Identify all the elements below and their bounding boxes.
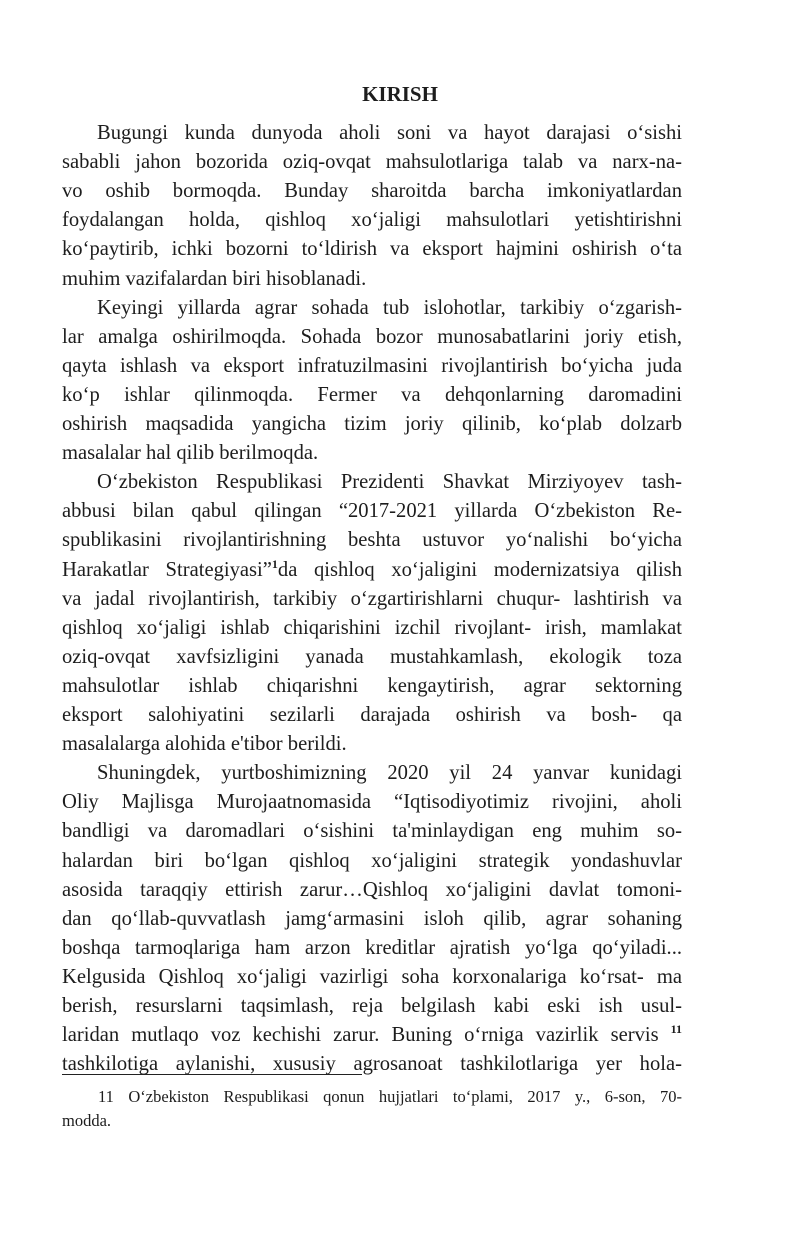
text-line xyxy=(62,585,682,614)
text-line xyxy=(62,556,682,585)
line-text-continued: da qishloq xo‘jaligini modernizatsiya qilish xyxy=(277,558,682,581)
footnote-divider xyxy=(62,1074,362,1075)
footnote-reference[interactable]: 11 xyxy=(670,1022,682,1037)
footnote-line: modda. xyxy=(62,1111,112,1130)
text-line xyxy=(62,876,682,905)
line-text: sababli jahon bozorida oziq-ovqat mahsulotlariga talab va narx-na- xyxy=(62,151,682,174)
text-line xyxy=(62,963,682,992)
line-text: lar amalga oshirilmoqda. Sohada bozor munosabatlarini joriy etish, xyxy=(62,325,682,348)
text-line xyxy=(62,1021,682,1050)
line-text: berish, resurslarni taqsimlash, reja belgilash kabi eski ish usul- xyxy=(62,995,682,1017)
line-text: ko‘paytirib, ichki bozorni to‘ldirish va eksport hajmini oshirish o‘ta xyxy=(62,238,682,261)
text-line xyxy=(62,206,682,235)
text-line xyxy=(62,148,682,177)
text-line xyxy=(62,439,682,468)
text-line xyxy=(62,526,682,555)
line-text: laridan mutlaqo voz kechishi zarur. Buning o‘rniga vazirlik servis xyxy=(62,1024,671,1047)
text-line xyxy=(62,817,682,846)
line-text: tashkilotiga aylanishi, xususiy agrosanoat tashkilotlariga yer hola- xyxy=(62,1053,682,1076)
text-line xyxy=(97,119,682,148)
line-text: abbusi bilan qabul qilingan “2017-2021 yillarda O‘zbekiston Re- xyxy=(62,500,682,523)
line-text: asosida taraqqiy ettirish zarur…Qishloq xo‘jaligini davlat tomoni- xyxy=(62,878,682,901)
line-text: muhim vazifalardan biri hisoblanadi. xyxy=(62,267,367,290)
line-text: Kelgusida Qishloq xo‘jaligi vazirligi soha korxonalariga ko‘rsat- ma xyxy=(62,965,682,988)
line-text: halardan biri bo‘lgan qishloq xo‘jaligini strategik yondashuvlar xyxy=(62,849,682,872)
text-line xyxy=(97,468,682,497)
text-line xyxy=(62,410,682,439)
line-text: mahsulotlar ishlab chiqarishni kengaytirish, agrar sektorning xyxy=(62,674,682,697)
line-text: bandligi va daromadlari o‘sishini ta'minlaydigan eng muhim so- xyxy=(62,820,682,843)
text-line xyxy=(62,235,682,264)
line-text: Oliy Majlisga Murojaatnomasida “Iqtisodiyotimiz rivojini, aholi xyxy=(62,791,682,814)
text-line xyxy=(62,352,682,381)
line-text: ko‘p ishlar qilinmoqda. Fermer va dehqonlarning daromadini xyxy=(62,383,682,406)
line-text: boshqa tarmoqlariga ham arzon kreditlar ajratish yo‘lga qo‘yiladi... xyxy=(62,936,682,959)
footnote-line: 11 O‘zbekiston Respublikasi qonun hujjatlari to‘plami, 2017 y., 6-son, 70- xyxy=(98,1087,682,1106)
text-line xyxy=(62,643,682,672)
text-line xyxy=(62,730,682,759)
footnote-reference[interactable]: 1 xyxy=(271,556,278,571)
text-line xyxy=(62,177,682,206)
page-title: KIRISH xyxy=(362,82,438,106)
text-line xyxy=(97,759,682,788)
text-line xyxy=(62,672,682,701)
text-line xyxy=(62,497,682,526)
line-text: va jadal rivojlantirish, tarkibiy o‘zgartirishlarni chuqur- lashtirish va xyxy=(62,587,682,610)
text-line xyxy=(62,381,682,410)
text-line xyxy=(97,294,682,323)
line-text: Shuningdek, yurtboshimizning 2020 yil 24 yanvar kunidagi xyxy=(97,762,682,785)
line-text: qishloq xo‘jaligi ishlab chiqarishini izchil rivojlant- irish, mamlakat xyxy=(62,616,682,639)
line-text: Bugungi kunda dunyoda aholi soni va hayot darajasi o‘sishi xyxy=(97,122,682,144)
line-text: oshirish maqsadida yangicha tizim joriy qilinib, ko‘plab dolzarb xyxy=(62,413,682,435)
text-line xyxy=(62,323,682,352)
line-text: spublikasini rivojlantirishning beshta ustuvor yo‘nalishi bo‘yicha xyxy=(62,529,682,552)
text-line xyxy=(62,788,682,817)
text-line xyxy=(62,265,682,294)
line-text: oziq-ovqat xavfsizligini yanada mustahkamlash, ekologik toza xyxy=(62,645,682,668)
text-line xyxy=(62,614,682,643)
line-text: foydalangan holda, qishloq xo‘jaligi mahsulotlari yetishtirishni xyxy=(62,209,682,232)
line-text: masalalarga alohida e'tibor berildi. xyxy=(62,733,347,756)
line-text: dan qo‘llab-quvvatlash jamg‘armasini isloh qilib, agrar sohaning xyxy=(62,907,682,930)
text-line xyxy=(62,701,682,730)
line-text: qayta ishlash va eksport infratuzilmasini rivojlantirish bo‘yicha juda xyxy=(62,354,682,377)
line-text: Keyingi yillarda agrar sohada tub islohotlar, tarkibiy o‘zgarish- xyxy=(97,296,682,319)
text-line xyxy=(62,992,682,1021)
line-text: masalalar hal qilib berilmoqda. xyxy=(62,442,319,465)
text-line xyxy=(62,847,682,876)
text-line xyxy=(62,905,682,934)
line-text: O‘zbekiston Respublikasi Prezidenti Shavkat Mirziyoyev tash- xyxy=(97,471,682,494)
line-text: Harakatlar Strategiyasi” xyxy=(62,558,272,581)
text-line xyxy=(62,934,682,963)
line-text: vo oshib bormoqda. Bunday sharoitda barcha imkoniyatlardan xyxy=(62,180,682,203)
line-text: eksport salohiyatini sezilarli darajada oshirish va bosh- qa xyxy=(62,704,682,726)
